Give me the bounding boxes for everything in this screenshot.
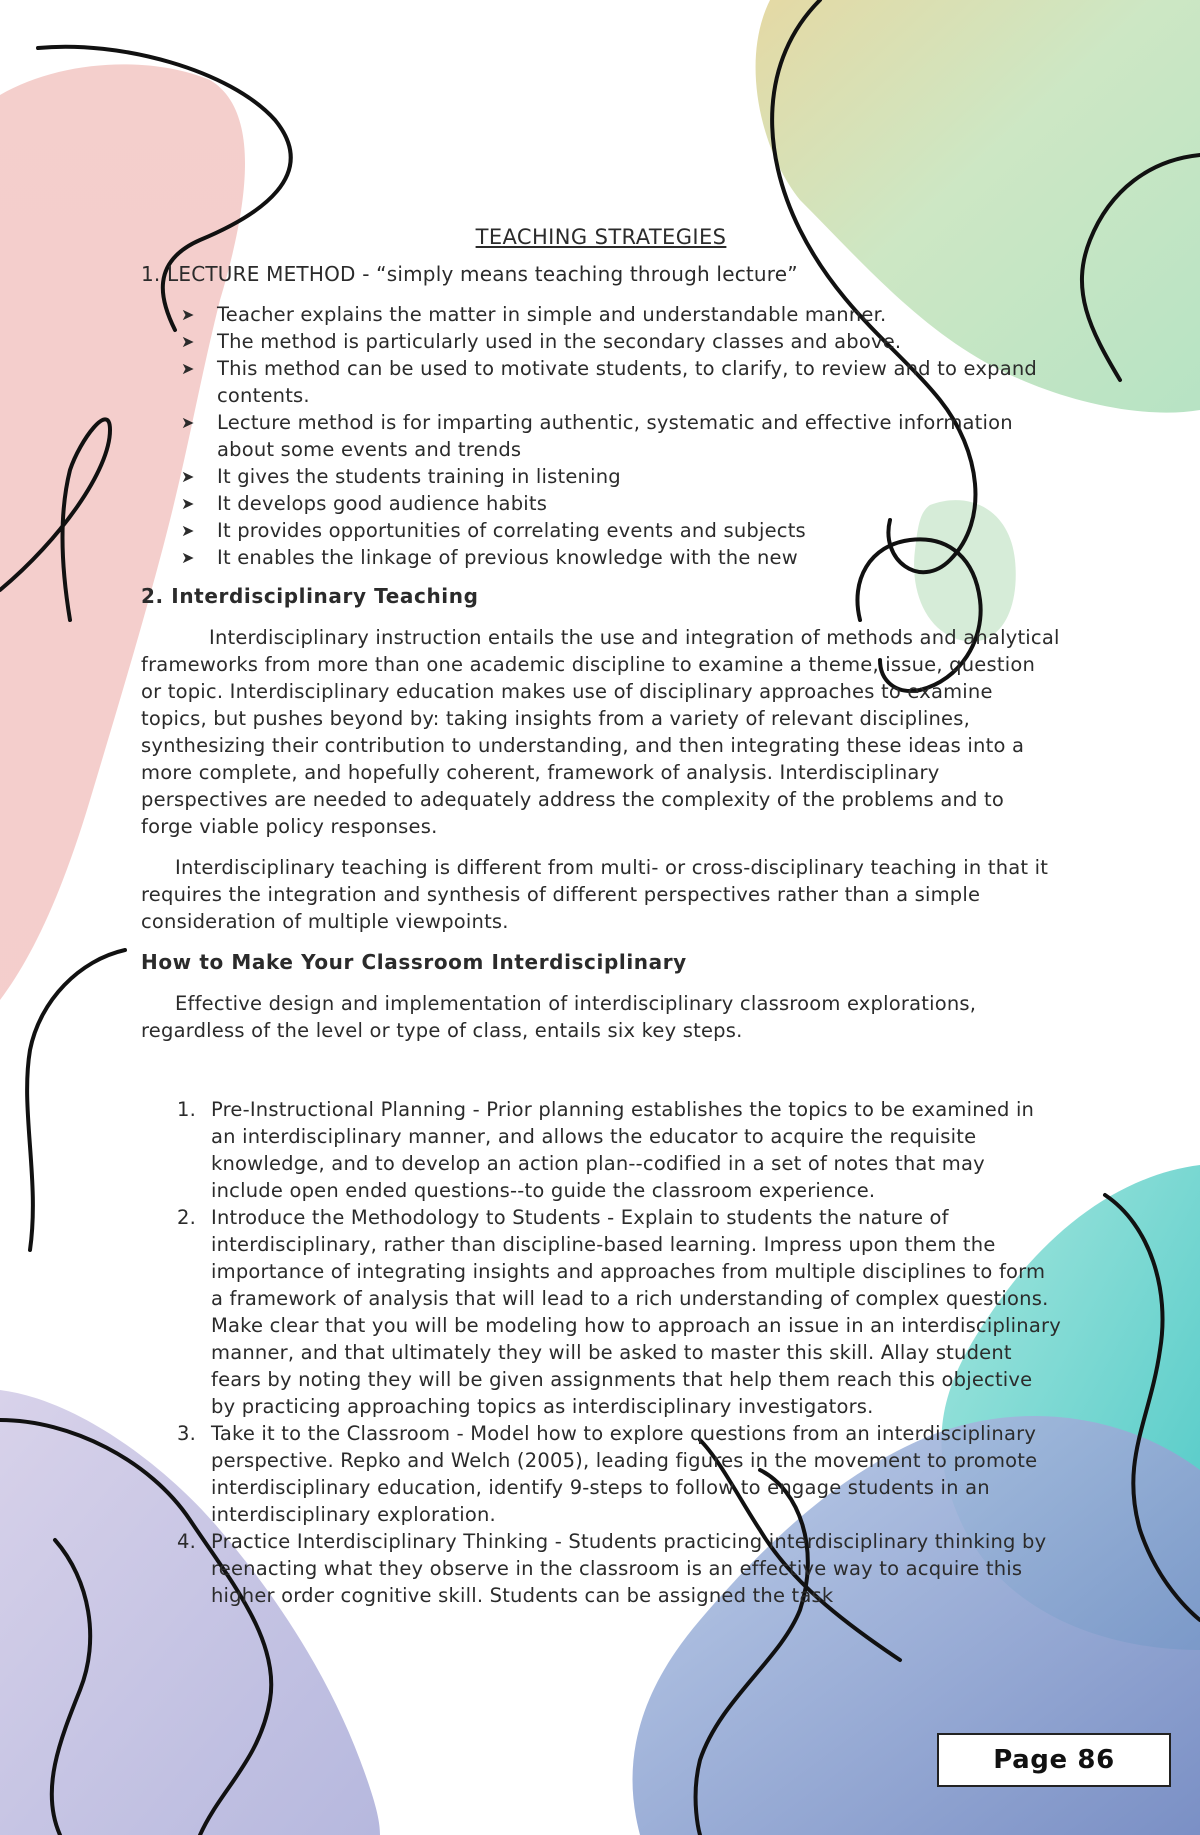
- arrow-bullet-icon: ➤: [181, 305, 195, 324]
- howto-intro: Effective design and implementation of interdisciplinary classroom explorations, regardless of the level or type of class, entails six key steps.: [141, 992, 977, 1042]
- interdisciplinary-paragraph-1: Interdisciplinary instruction entails the use and integration of methods and analytical frameworks from more than one academic discipline to examine a theme, issue, question or topic. Interdisciplinary education makes use of disciplinary approaches to examine topics, but pushes beyond by: taking insights from a variety of relevant disciplines, synthesizing their contribution to understanding, and then integrating these ideas into a more complete, and hopefully coherent, framework of analysis. Interdisciplinary perspectives are needed to adequately address the complexity of the problems and to forge viable policy responses.: [141, 626, 1060, 838]
- arrow-bullet-icon: ➤: [181, 548, 195, 567]
- step-number: 3.: [177, 1422, 197, 1445]
- list-item: [177, 1096, 1061, 1204]
- list-item: ➤ This method can be used to motivate students, to clarify, to review and to expand contents.: [181, 357, 1037, 407]
- list-item: [177, 1204, 1061, 1420]
- lecture-definition: - “simply means teaching through lecture”: [355, 262, 798, 286]
- list-item: ➤ It provides opportunities of correlating events and subjects: [181, 519, 806, 542]
- page-title: TEACHING STRATEGIES: [475, 225, 727, 249]
- interdisciplinary-heading: 2. Interdisciplinary Teaching: [141, 584, 479, 608]
- step-text: Pre-Instructional Planning - Prior planning establishes the topics to be examined in an interdisciplinary manner, and allows the educator to acquire the requisite knowledge, and to develop an action plan--codified in a set of notes that may include open ended questions--to guide the classroom experience.: [211, 1098, 1035, 1202]
- page-content: [141, 224, 1061, 1609]
- step-text: Introduce the Methodology to Students - Explain to students the nature of interdisciplinary, rather than discipline-based learning. Impress upon them the importance of integrating insights and approaches from multiple disciplines to form a framework of analysis that will lead to a rich understanding of complex questions. Make clear that you will be modeling how to approach an issue in an interdisciplinary manner, and that ultimately they will be asked to master this skill. Allay student fears by noting they will be given assignments that help them reach this objective by practicing approaching topics as interdisciplinary investigators.: [211, 1206, 1061, 1418]
- list-item: ➤ It gives the students training in listening: [181, 465, 621, 488]
- arrow-bullet-icon: ➤: [181, 521, 195, 540]
- list-item: ➤ The method is particularly used in the secondary classes and above.: [181, 330, 902, 353]
- step-number: 2.: [177, 1206, 197, 1229]
- lecture-number: 1.: [141, 262, 161, 286]
- list-item: ➤ Teacher explains the matter in simple and understandable manner.: [181, 303, 887, 326]
- arrow-bullet-icon: ➤: [181, 494, 195, 513]
- list-item: ➤ Lecture method is for imparting authentic, systematic and effective information about some events and trends: [181, 411, 1013, 461]
- steps-list: [141, 1096, 1061, 1609]
- arrow-bullet-icon: ➤: [181, 359, 195, 378]
- howto-heading: How to Make Your Classroom Interdisciplinary: [141, 950, 687, 974]
- page-number: Page 86: [993, 1745, 1115, 1775]
- list-item: ➤ It enables the linkage of previous knowledge with the new: [181, 546, 798, 569]
- step-number: 1.: [177, 1098, 197, 1121]
- step-text: Practice Interdisciplinary Thinking - Students practicing interdisciplinary thinking by reenacting what they observe in the classroom is an effective way to acquire this higher order cognitive skill. Students can be assigned the task: [211, 1530, 1047, 1607]
- step-text: Take it to the Classroom - Model how to explore questions from an interdisciplinary perspective. Repko and Welch (2005), leading figures in the movement to promote interdisciplinary education, identify 9-steps to follow to engage students in an interdisciplinary exploration.: [211, 1422, 1038, 1526]
- list-item: [177, 1420, 1061, 1528]
- lecture-bullet-list: [141, 301, 1061, 571]
- page-number-box: [937, 1733, 1171, 1787]
- arrow-bullet-icon: ➤: [181, 332, 195, 351]
- lecture-name: LECTURE METHOD: [167, 262, 356, 286]
- interdisciplinary-paragraph-2: Interdisciplinary teaching is different from multi- or cross-disciplinary teaching in that it requires the integration and synthesis of different perspectives rather than a simple consideration of multiple viewpoints.: [141, 856, 1049, 933]
- list-item: [177, 1528, 1061, 1609]
- list-item: ➤ It develops good audience habits: [181, 492, 548, 515]
- arrow-bullet-icon: ➤: [181, 413, 195, 432]
- arrow-bullet-icon: ➤: [181, 467, 195, 486]
- lecture-method-heading: [141, 261, 1061, 288]
- step-number: 4.: [177, 1530, 197, 1553]
